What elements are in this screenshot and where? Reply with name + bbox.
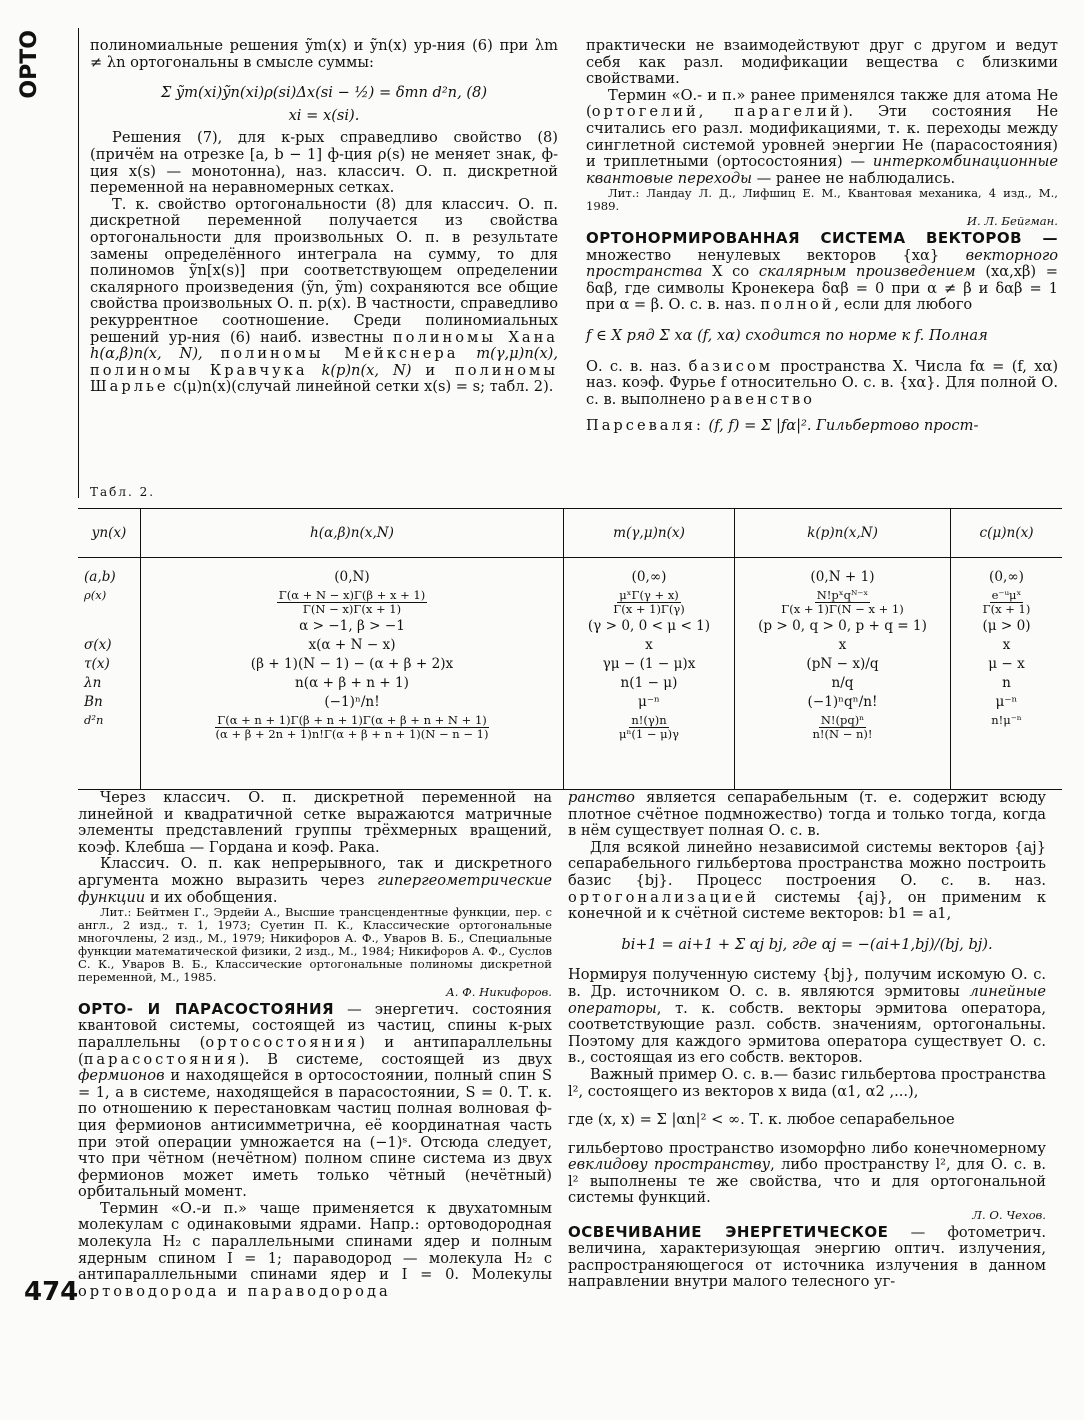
paragraph: ранство является сепарабельным (т. е. содержит всюду плотное счётное подмножество) тогда и только тогда, когда в нём существует полная О. с. в.	[568, 789, 1047, 840]
literature: Лит.: Бейтмен Г., Эрдейи А., Высшие трансцендентные функции, пер. с англ., 2 изд., т. 1, 1973; Суетин П. К., Классические ортогональные многочлены, 2 изд., М., 1979; Никифоров А. Ф., Уваров В. Б., Специальные функции математической физики, 2 изд., М., 1984; Никифоров А. Ф., Суслов С. К., Уваров В. Б., Классические ортогональные полиномы дискретной переменной, М., 1985.	[78, 905, 552, 985]
kravchuk-column: (0,N + 1) N!pˣqᴺ⁻ˣ Γ(x + 1)Γ(N − x + 1) (p > 0, q > 0, p + q = 1) x (pN − x)/q n/q (−1)ⁿqⁿ/n! N!(pq)ⁿ n!(N − n)!	[735, 558, 951, 790]
table-caption: Табл. 2.	[90, 485, 156, 499]
entry: ОСВЕЧИВАНИЕ ЭНЕРГЕТИЧЕСКОЕ — фотометрич. величина, характеризующая энергию оптич. излучения, распространяющегося от источника излучения в данном направлении внутри малого телесного уг-	[568, 1222, 1046, 1291]
entry: ОРТО- И ПАРАСОСТОЯНИЯ — энергетич. состояния квантовой системы, состоящей из частиц, спины к-рых параллельны (ортосостояния) и антипараллельны (парасостояния). В системе, состоящей из двух фермионов и находящейся в ортосостоянии, полный спин S = 1, а в системе, находящейся в парасостоянии, S = 0. Т. к. по отношению к перестановкам частиц полная волновая ф-ция фермионов антисимметрична, её координатная часть при этой операции умножается на (−1)ˢ. Отсюда следует, что при чётном (нечётном) полном спине система из двух фермионов может иметь только чётный (нечётный) орбитальный момент.	[78, 999, 553, 1201]
column-rule	[78, 28, 79, 498]
table-header: m(γ,μ)n(x)	[564, 509, 735, 558]
right-bottom-column	[568, 790, 1046, 1291]
left-bottom-column	[78, 790, 552, 1300]
paragraph: Решения (7), для к-рых справедливо свойство (8) (причём на отрезке [a, b − 1] ф-ция ρ(s) не меняет знак, ф-ция x(s) — монотонна), наз. классич. О. п. дискретной переменной на неравномерных сетках.	[90, 129, 558, 197]
paragraph: Важный пример О. с. в.— базис гильбертова пространства l², состоящего из векторов x вида (α1, α2 ,...),	[568, 1065, 1046, 1100]
table-header: c(μ)n(x)	[951, 509, 1063, 558]
paragraph: Термин «О.- и п.» ранее применялся также для атома He (ортогелий, парагелий). Эти состояния He считались его разл. модификациями, т. к. переходы между синглетной системой уровней энергии He (парасостояния) и триплетными (ортосостояния) — интеркомбинационные квантовые переходы — ранее не наблюдались.	[586, 86, 1058, 187]
entry: ОРТОНОРМИРОВАННАЯ СИСТЕМА ВЕКТОРОВ — множество ненулевых векторов {xα} векторного пространства X со скалярным произведением (xα,xβ) = δαβ, где символы Кронекера δαβ = 0 при α ≠ β и δαβ = 1 при α = β. О. с. в. наз. полной, если для любого	[586, 228, 1059, 314]
paragraph: Классич. О. п. как непрерывного, так и дискретного аргумента можно выразить через гипергеометрические функции и их обобщения.	[78, 855, 553, 906]
table-row	[78, 558, 1062, 790]
meixner-column: (0,∞) μˣΓ(γ + x) Γ(x + 1)Γ(γ) (γ > 0, 0 < μ < 1) x γμ − (1 − μ)x n(1 − μ) μ⁻ⁿ n!(γ)n μⁿ(1 − μ)γ	[564, 558, 735, 790]
paragraph: Для всякой линейно независимой системы векторов {aj} сепарабельного гильбертова пространства можно построить базис {bj}. Процесс построения О. с. в. наз. ортогонализацией системы {aj}, он применим к конечной и к счётной системе векторов: b1 = a1,	[568, 838, 1047, 923]
row-labels: (a,b) ρ(x) σ(x) τ(x) λn Bn d²n	[78, 558, 141, 790]
paragraph: практически не взаимодействуют друг с другом и ведут себя как разл. модификации вещества с близкими свойствами.	[586, 37, 1058, 88]
table-header: yn(x)	[78, 509, 141, 558]
series-formula: f ∈ X ряд Σ xα (f, xα) сходится по норме к f. Полная	[586, 326, 988, 344]
literature: Лит.: Ландау Л. Д., Лифшиц Е. М., Квантовая механика, 4 изд., М., 1989.	[586, 186, 1058, 214]
parseval-line: Парсеваля: (f, f) = Σ |fα|². Гильбертово прост-	[586, 417, 979, 435]
hahn-column: (0,N) Γ(α + N − x)Γ(β + x + 1) Γ(N − x)Γ(x + 1) α > −1, β > −1 x(α + N − x) (β + 1)(N − 1) − (α + β + 2)x n(α + β + n + 1) (−1)ⁿ/n! Γ(α + n + 1)Γ(β + n + 1)Γ(α + β + n + N + 1) (α + β + 2n + 1)n!Γ(α + β + n + 1)(N − n − 1)	[141, 558, 564, 790]
author: Л. О. Чехов.	[972, 1208, 1046, 1223]
charlier-column: (0,∞) e⁻ᵘμˣ Γ(x + 1) (μ > 0) x μ − x n μ⁻ⁿ n!μ⁻ⁿ	[951, 558, 1063, 790]
right-top-column	[586, 38, 1058, 435]
paragraph: полиномиальные решения ỹm(x) и ỹn(x) ур-ния (6) при λm ≠ λn ортогональны в смысле суммы:	[90, 37, 558, 71]
paragraph: Через классич. О. п. дискретной переменной на линейной и квадратичной сетке выражаются матричные элементы представлений группы трёхмерных вращений, коэф. Клебша — Гордана и коэф. Рака.	[78, 789, 552, 856]
formula-8b: xi = x(si).	[288, 106, 360, 124]
running-head: ОРТО	[16, 30, 42, 99]
paragraph: где (x, x) = Σ |αn|² < ∞. Т. к. любое сепарабельное	[568, 1111, 955, 1129]
table-header-row	[78, 509, 1062, 558]
paragraph: гильбертово пространство изоморфно либо конечномерному евклидову пространству, либо пространству l², для О. с. в. l² выполнены те же свойства, что и для ортогональной системы функций.	[568, 1139, 1046, 1207]
formula-8: Σ ỹm(xi)ỹn(xi)ρ(si)Δx(si − ½) = δmn d²n, (8)	[160, 84, 488, 102]
page-number: 474	[24, 1277, 79, 1307]
left-top-column	[90, 38, 558, 396]
paragraph: Нормируя полученную систему {bj}, получим искомую О. с. в. Др. источником О. с. в. являются эрмитовы линейные операторы, т. к. собств. векторы эрмитова оператора, соответствующие разл. собств. значениям, ортогональны. Поэтому для каждого эрмитова оператора существует О. с. в., состоящая из его собств. векторов.	[568, 966, 1046, 1067]
table-header: k(p)n(x,N)	[735, 509, 951, 558]
orthogonalization-formula: bi+1 = ai+1 + Σ αj bj, где αj = −(ai+1,bj)/(bj, bj).	[621, 935, 993, 953]
author: А. Ф. Никифоров.	[445, 985, 552, 1000]
paragraph: О. с. в. наз. базисом пространства X. Числа fα = (f, xα) наз. коэф. Фурье f относительно О. с. в. {xα}. Для полной О. с. в. выполнено равенство	[586, 357, 1059, 408]
author: И. Л. Бейгман.	[966, 214, 1058, 229]
table-2	[78, 508, 1062, 790]
paragraph: Т. к. свойство ортогональности (8) для классич. О. п. дискретной переменной получается из свойства ортогональности для произвольных О. п. в результате замены определённого интеграла на сумму, то для полиномов ỹn[x(s)] при соответствующем определении скалярного произведения (ỹn, ỹm) сохраняются все общие свойства произвольных О. п. p(x). В частности, справедливо рекуррентное соотношение. Среди полиномиальных решений ур-ния (6) наиб. известны полиномы Хана h(α,β)n(x, N), полиномы Мейкснера m(γ,μ)n(x), полиномы Кравчука k(p)n(x, N) и полиномы Шарлье c(μ)n(x)(случай линейной сетки x(s) = s; табл. 2).	[90, 195, 559, 396]
table-header: h(α,β)n(x,N)	[141, 509, 564, 558]
paragraph: Термин «О.-и п.» чаще применяется к двухатомным молекулам с одинаковыми ядрами. Напр.: ортоводородная молекула H₂ с параллельными спинами ядер и полным ядерным спином I = 1; параводород — молекула H₂ с антипараллельными спинами ядер и I = 0. Молекулы ортоводорода и параводорода	[78, 1199, 552, 1300]
